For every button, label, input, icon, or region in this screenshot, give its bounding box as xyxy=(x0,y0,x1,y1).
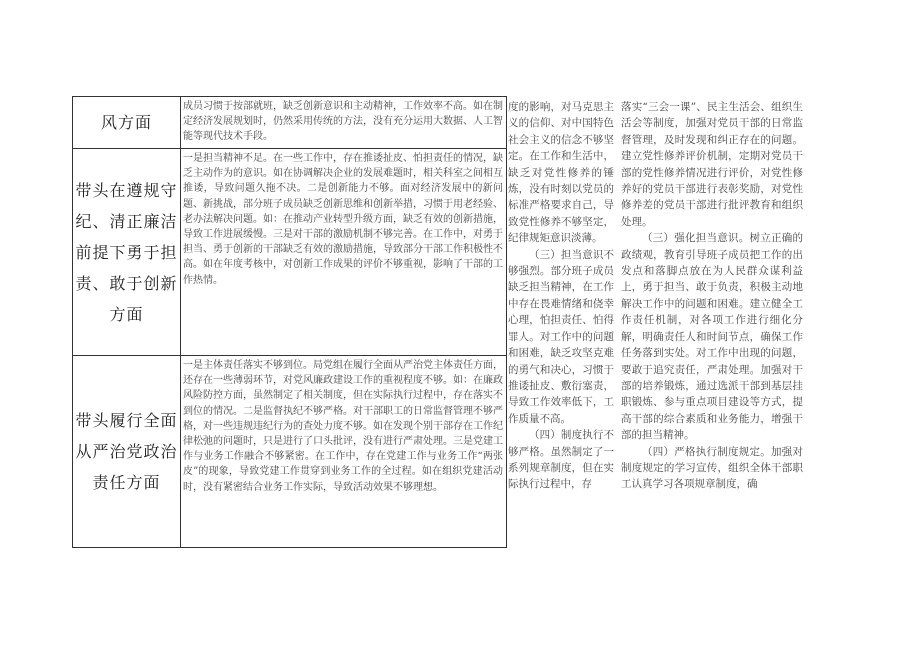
table-row xyxy=(73,97,507,149)
paragraph: （三）强化担当意识。树立正确的政绩观，教育引导班子成员把工作的出发点和落脚点放在为人民群众谋利益上，勇于担当、敢于负责，积极主动地解决工作中的问题和困难。建立健全工作责任机制，对各项工作进行细化分解，明确责任人和时间节点，确保工作任务落到实处。对工作中出现的问题，要敢于追究责任，严肃处理。加强对干部的培养锻炼，通过选派干部到基层挂职锻炼、参与重点项目建设等方式，提高干部的综合素质和业务能力，增强干部的担当精神。 xyxy=(621,232,803,442)
row-content: 成员习惯于按部就班，缺乏创新意识和主动精神，工作效率不高。如在制定经济发展规划时，仍然采用传统的方法，没有充分运用大数据、人工智能等现代技术手段。 xyxy=(183,101,503,143)
table-row xyxy=(73,149,507,356)
paragraph: （三）担当意识不够强烈。部分班子成员缺乏担当精神，在工作中存在畏难情绪和侥幸心理，怕担责任、怕得罪人。对工作中的问题和困难，缺乏攻坚克难的勇气和决心，习惯于推诿扯皮、敷衍塞责，导致工作效率低下，工作质量不高。 xyxy=(508,248,614,425)
row-content: 一是担当精神不足。在一些工作中，存在推诿扯皮、怕担责任的情况，缺乏主动作为的意识。如在协调解决企业的发展难题时，相关科室之间相互推诿，导致问题久拖不决。二是创新能力不够。面对经济发展中的新问题、新挑战，部分班子成员缺乏创新思维和创新举措，习惯于用老经验、老办法解决问题。如：在推动产业转型升级方面，缺乏有效的创新措施，导致工作进展缓慢。三是对干部的激励机制不够完善。在工作中，对勇于担当、勇于创新的干部缺乏有效的激励措施，导致部分干部工作积极性不高。如在年度考核中，对创新工作成果的评价不够重视，影响了干部的工作热情。 xyxy=(183,153,503,286)
paragraph: 落实“三会一课”、民主生活会、组织生活会等制度，加强对党员干部的日常监督管理，及时发现和纠正存在的问题。建立党性修养评价机制，定期对党员干部的党性修养情况进行评价，对党性修养好的党员干部进行表彰奖励，对党性修养差的党员干部进行批评教育和组织处理。 xyxy=(621,101,803,228)
paragraph: （四）制度执行不够严格。虽然制定了一系列规章制度，但在实际执行过程中，存 xyxy=(508,429,614,491)
table-row xyxy=(73,356,507,548)
text-column-middle xyxy=(508,99,614,493)
row-label: 风方面 xyxy=(100,113,152,132)
row-content: 一是主体责任落实不够到位。局党组在履行全面从严治党主体责任方面，还存在一些薄弱环节，对党风廉政建设工作的重视程度不够。如：在廉政风险防控方面，虽然制定了相关制度，但在实际执行过程中，存在落实不到位的情况。二是监督执纪不够严格。对干部职工的日常监督管理不够严格，对一些违规违纪行为的查处力度不够。如在发现个别干部存在工作纪律松弛的问题时，只是进行了口头批评，没有进行严肃处理。三是党建工作与业务工作融合不够紧密。在工作中，存在党建工作与业务工作“两张皮”的现象，导致党建工作贯穿到业务工作的全过程。如在组织党建活动时，没有紧密结合业务工作实际，导致活动效果不够理想。 xyxy=(183,360,503,493)
self-review-table xyxy=(72,96,507,548)
row-content-cell xyxy=(181,356,507,548)
row-label-cell xyxy=(73,97,181,149)
row-label-cell xyxy=(73,149,181,356)
text-column-right xyxy=(621,99,803,493)
row-content-cell xyxy=(181,149,507,356)
row-label-cell xyxy=(73,356,181,548)
paragraph: 度的影响，对马克思主义的信仰、对中国特色社会主义的信念不够坚定。在工作和生活中，缺乏对党性修养的锤炼，没有时刻以党员的标准严格要求自己，导致党性修养不够坚定，纪律规矩意识淡薄。 xyxy=(508,101,614,245)
row-content-cell xyxy=(181,97,507,149)
row-label: 带头在遵规守纪、清正廉洁前提下勇于担责、敢于创新方面 xyxy=(75,180,178,324)
paragraph: （四）严格执行制度规定。加强对制度规定的学习宣传，组织全体干部职工认真学习各项规章制度，确 xyxy=(621,445,803,491)
row-label: 带头履行全面从严治党政治责任方面 xyxy=(75,411,178,492)
